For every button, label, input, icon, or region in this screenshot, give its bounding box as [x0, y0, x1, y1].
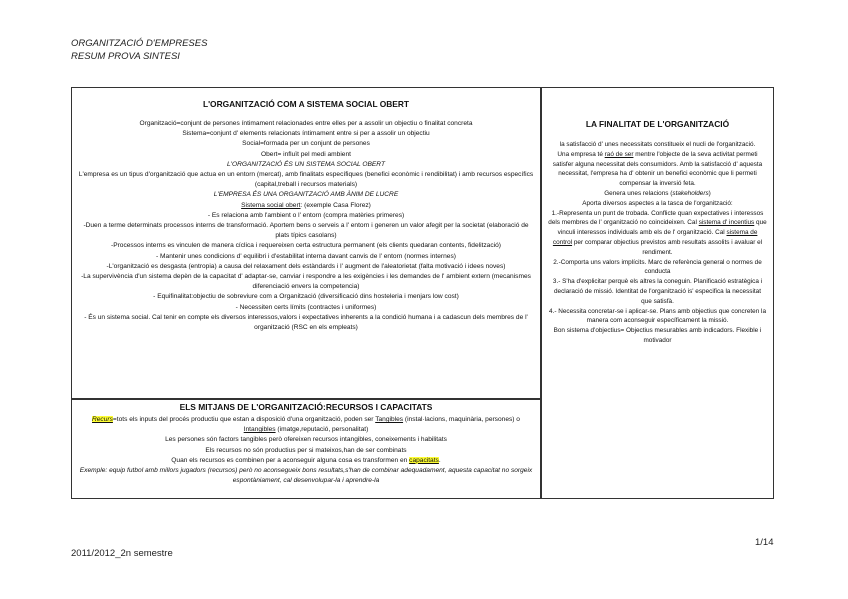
text-run: =tots els inputs del procés productiu que estan a disposició d'una organització, poden ser — [112, 416, 376, 423]
list-item: 4.- Necessita concretar-se i aplicar-se. Plans amb objectius que concreten la manera com aconseguir específicament la missió. — [548, 307, 767, 325]
page-number: 1/14 — [755, 537, 774, 548]
list-item: - Necessiten certs límits (contractes i uniformes) — [235, 303, 377, 311]
list-item: -Processos interns es vinculen de manera cíclica i requereixen certa estructura permanent (els clients quedaran contents, fidelització) — [111, 242, 501, 250]
document-header — [71, 37, 207, 63]
section-title: LA FINALITAT DE L'ORGANITZACIÓ — [585, 119, 730, 129]
paragraph-rao-de-ser — [548, 150, 767, 189]
paragraph-objectius: Bon sistema d'objectius= Objectius mesurables amb indicadors. Flexible i motivador — [553, 327, 762, 344]
highlighted-term: capacitats — [409, 456, 439, 464]
text-run: Genera unes relacions ( — [604, 189, 673, 197]
definition-organitzacio: Organització=conjunt de persones íntimament relacionades entre elles per a assolir un objectiu o finalitat concreta — [139, 120, 473, 127]
text-run: . — [438, 456, 441, 464]
list-item: - Mantenir unes condicions d' equilibri i d'estabilitat interna davant canvis de l' entorn (normes internes) — [156, 252, 456, 260]
section-body — [72, 415, 540, 486]
text-run: mentre l'objecte de la seva activitat permeti satisfer alguna necessitat dels consumidors. Amb la satisfacció d' aquesta necessitat, l'empresa ha d' obtenir un benefici econòmic que li permeti compensar la inversió feta. — [552, 150, 763, 188]
paragraph-persones: Les persones són factors tangibles però ofereixen recursos intangibles, coneixements i habilitats — [165, 436, 447, 444]
definition-social: Social=formada per un conjunt de persones — [242, 140, 370, 148]
paragraph-stakeholders — [548, 189, 767, 199]
text-run: ) — [708, 189, 711, 197]
list-item: 3.- S'ha d'explicitar perquè els altres la coneguin. Planificació estratègica i declaració de missió. Identitat de l'organització is' especifica la necessitat que satisfà. — [552, 278, 763, 305]
underlined-term: Sistema social obert — [241, 201, 301, 209]
list-item: -La supervivència d'un sistema depèn de la capacitat d' adaptar-se, canviar i respondre a les exigències i les demandes de l' ambient extern (mecanismes diferenciació envers la competencia) — [81, 273, 531, 291]
highlighted-term: Recurs — [92, 416, 113, 423]
underlined-term: raó de ser — [604, 150, 634, 158]
subheading-sistema-obert — [78, 201, 534, 211]
paragraph-nucli: la satisfacció d' unes necessitats constitueix el nucli de l'organització. — [559, 141, 756, 148]
text-run: per comparar objectius previstos amb resultats assolits i avaluar el rendiment. — [572, 238, 763, 256]
underlined-term: Intangibles — [243, 426, 276, 434]
text-run: que vinculi interessos individuals amb els de l' organització. Cal — [557, 219, 767, 237]
statement-social-open: L'ORGANITZACIÓ ÉS UN SISTEMA SOCIAL OBERT — [227, 160, 385, 168]
definition-obert: Obert= influït pel medi ambient — [261, 150, 351, 158]
text-run: (imatge,reputació, personalitat) — [275, 426, 369, 434]
section-social-open-system — [71, 87, 541, 399]
list-item: 2.-Comporta uns valors implícits. Marc de referència general o normes de conducta — [553, 258, 762, 276]
header-subtitle: RESUM PROVA SINTESI — [71, 51, 180, 62]
list-item: - Equifinalitat:objectiu de sobreviure com a Organització (diversificació dins hosteleria i menjars low cost) — [153, 293, 459, 301]
statement-anim-lucre: L'EMPRESA ÉS UNA ORGANITZACIÓ AMB ÀNIM DE LUCRE — [213, 191, 399, 199]
section-body — [72, 119, 540, 333]
text-run: Quan els recursos es combinen per a aconseguir alguna cosa es transformen en — [171, 456, 410, 464]
italic-term: stakeholders — [672, 189, 709, 197]
subheading-rest: : (exemple Casa Florez) — [300, 201, 371, 209]
definition-sistema: Sistema=conjunt d' elements relacionats íntimament entre si per a assolir un objectiu — [182, 130, 430, 138]
text-run: Una empresa té — [557, 150, 605, 158]
paragraph-empresa: L'empresa es un tipus d'organització que actua en un entorn (mercat), amb finalitats específiques (benefici econòmic i rendibilitat) i amb recursos específics (capital,treball i recursos materials) — [78, 171, 534, 189]
list-item: -Duen a terme determinats processos interns de transformació. Aportem bens o serveis a l' entorn i generen un valor afegit per la societat (elaboració de plats típics casolans) — [83, 222, 529, 240]
list-item: - Es relaciona amb l'ambient o l' entorn (compra matèries primeres) — [207, 211, 405, 219]
text-run: (instal·lacions, maquinària, persones) o — [403, 416, 520, 423]
section-body — [542, 140, 773, 346]
paragraph-aporta: Aporta diversos aspectes a la tasca de l'organització: — [582, 199, 733, 207]
text-run: 1.-Representa un punt de trobada. Conflicte quan expectatives i interessos dels membres de l' organització no coincideixen. Cal — [548, 209, 764, 227]
list-item: -L'organització es desgasta (entropia) a causa del relaxament dels estàndards i l' augment de l'aleatorietat (falta motivació i idees noves) — [106, 262, 506, 270]
section-finality — [541, 87, 774, 499]
list-item: - És un sistema social. Cal tenir en compte els diversos interessos,valors i expectatives inherents a la condició humana i a cadascun dels membres de l' organització (RSC en els empleats) — [84, 313, 528, 332]
underlined-term: sistema d' incentius — [698, 219, 755, 227]
underlined-term: Tangibles — [375, 416, 404, 423]
paragraph-combinats: Els recursos no són productius per si mateixos,han de ser combinats — [205, 446, 407, 454]
paragraph-exemple: Exemple: equip futbol amb millors jugadors (recursos) però no aconsegueix bons resultats,s'han de combinar adequadament, aquesta capacitat no sorgeix espontàniament, cal desenvolupar-la i aprendre-la — [79, 467, 533, 485]
paragraph-capacitats — [77, 456, 535, 466]
underlined-term: sistema de control — [552, 229, 758, 246]
header-course-title: ORGANITZACIÓ D'EMPRESES — [71, 38, 208, 49]
list-item — [548, 209, 767, 258]
section-title: L'ORGANITZACIÓ COM A SISTEMA SOCIAL OBERT — [202, 99, 410, 109]
section-title: ELS MITJANS DE L'ORGANITZACIÓ:RECURSOS I CAPACITATS — [179, 402, 433, 412]
paragraph-recurs — [77, 415, 535, 435]
footer-semester: 2011/2012_2n semestre — [71, 548, 173, 559]
section-resources-capabilities — [71, 399, 541, 499]
